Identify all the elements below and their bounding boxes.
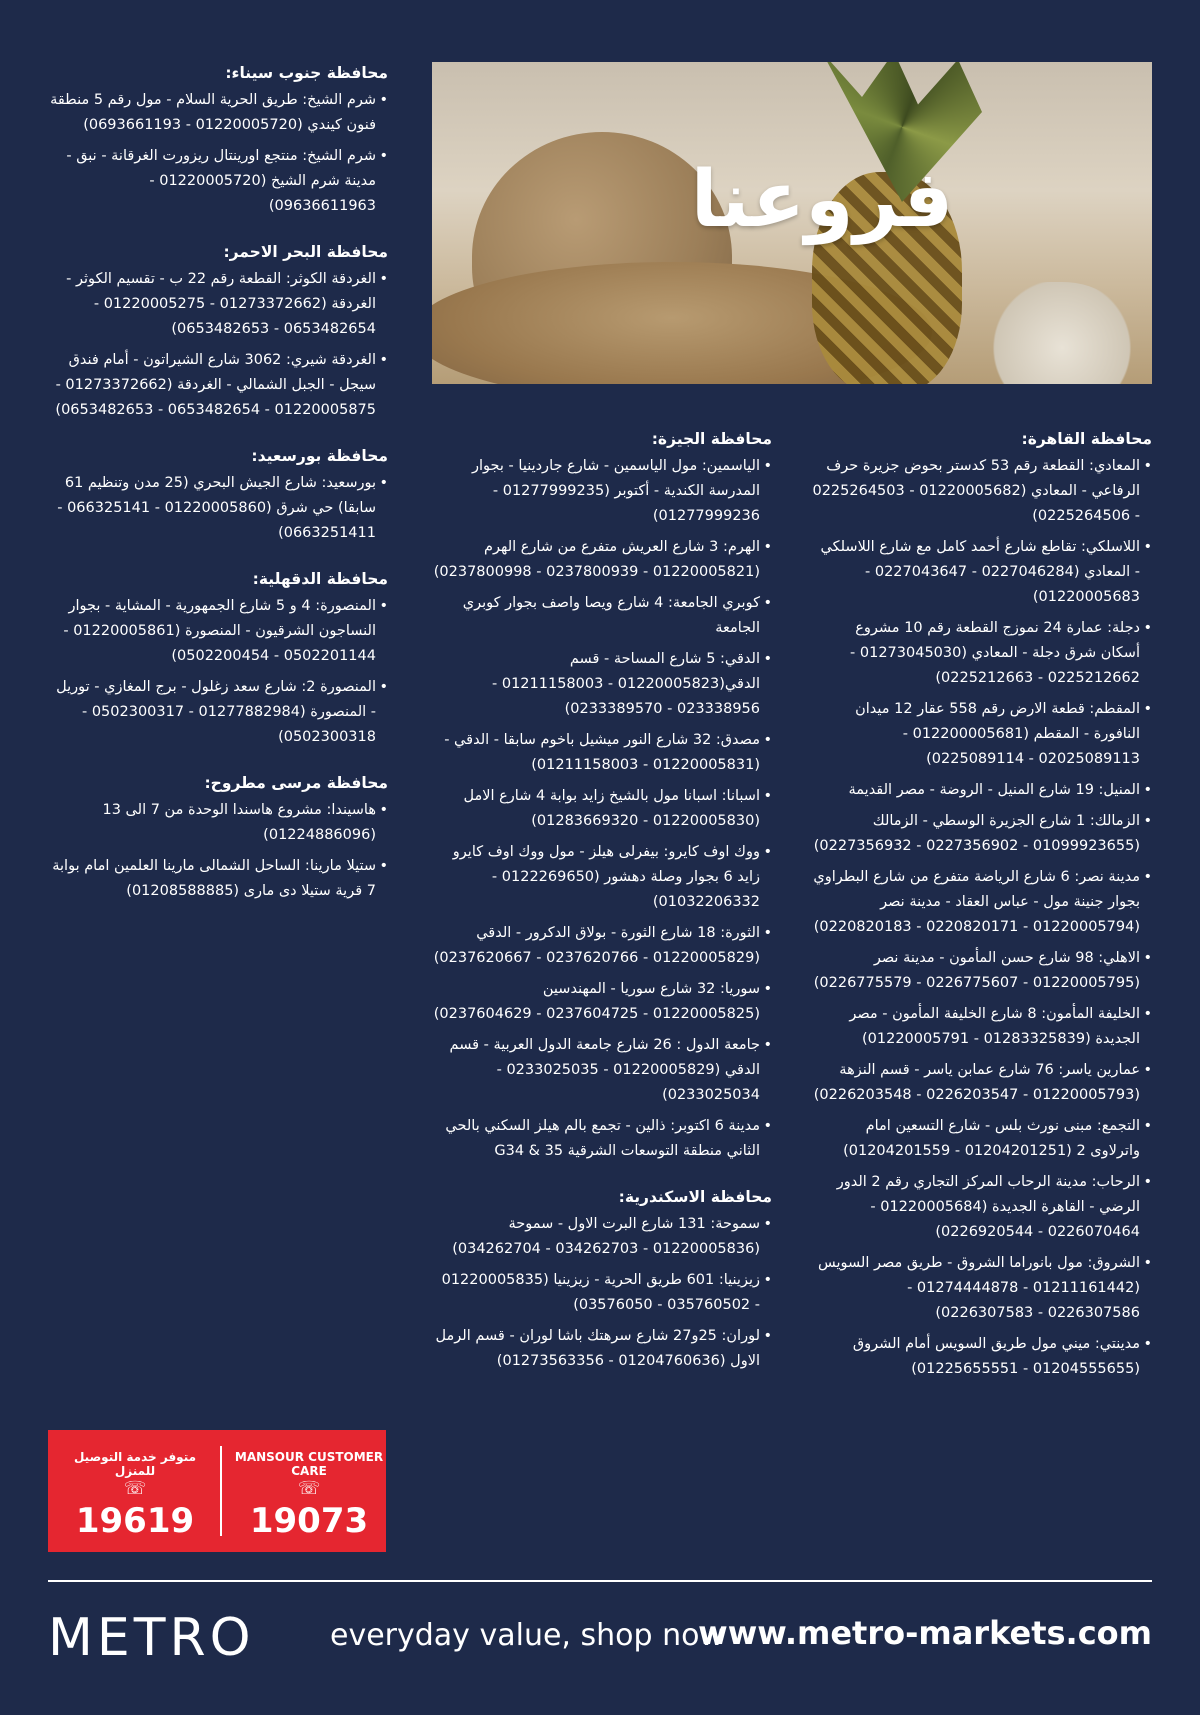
branch-item: • سوريا: 32 شارع سوريا - المهندسين (01220005825 - 0237604725 - 0237604629)	[432, 977, 772, 1027]
governorate-title: محافظة الاسكندرية:	[618, 1188, 772, 1206]
column-right	[812, 428, 1152, 1404]
branch-item: • التجمع: مبنى نورث بلس - شارع التسعين امام واترلاوى 2 (01204201251 - 01204201559)	[812, 1114, 1152, 1164]
governorate-section	[432, 1186, 772, 1374]
branch-item: • المعادي: القطعة رقم 53 كدستر بحوض جزيرة حرف الرفاعي - المعادي (01220005682 - 0225264503 - 0225264506)	[812, 454, 1152, 529]
phone-icon: ☏	[123, 1478, 147, 1499]
customer-care	[234, 1450, 384, 1543]
branch-item: • الهرم: 3 شارع العريش متفرع من شارع الهرم (01220005821 - 0237800939 - 0237800998)	[432, 535, 772, 585]
footer-website-link[interactable]: www.metro-markets.com	[698, 1614, 1152, 1652]
branch-item: • عمارين ياسر: 76 شارع عمابن ياسر - قسم النزهة (01220005793 - 0226203547 - 0226203548)	[812, 1058, 1152, 1108]
governorate-section	[48, 568, 388, 750]
delivery-number: 19619	[75, 1501, 195, 1541]
branch-item: • الزمالك: 1 شارع الجزيرة الوسطي - الزمالك (01099923655 - 0227356902 - 0227356932)	[812, 809, 1152, 859]
branch-item: • دجلة: عمارة 24 نموزج القطعة رقم 10 مشروع أسكان شرق دجلة - المعادي (01273045030 - 0225212662 - 0225212663)	[812, 616, 1152, 691]
branch-item: • ستيلا مارينا: الساحل الشمالى مارينا العلمين امام بوابة 7 قرية ستيلا دى مارى (01208588885)	[48, 854, 388, 904]
governorate-section	[48, 772, 388, 904]
branch-item: • بورسعيد: شارع الجيش البحري (25 مدن وتنظيم 61 سابقا) حي شرق (01220005860 - 066325141 - 0663251411)	[48, 471, 388, 546]
branch-item: • شرم الشيخ: منتجع اورينتال ريزورت الغرقانة - نبق - مدينة شرم الشيخ (01220005720 - 09636611963)	[48, 144, 388, 219]
governorate-title: محافظة القاهرة:	[1021, 430, 1152, 448]
governorate-section	[48, 445, 388, 546]
branch-item: • الدقي: 5 شارع المساحة - قسم الدقي(01220005823 - 01211158003 - 023338956 - 0233389570)	[432, 647, 772, 722]
delivery-service	[60, 1450, 210, 1543]
governorate-section	[48, 62, 388, 219]
branch-item: • كوبري الجامعة: 4 شارع ويصا واصف بجوار كوبري الجامعة	[432, 591, 772, 641]
branch-item: • مدينة نصر: 6 شارع الرياضة متفرع من شارع البطراوي بجوار جنينة مول - عباس العقاد - مدينة نصر (01220005794 - 0220820171 - 0220820183)	[812, 865, 1152, 940]
branch-item: • مدينة 6 اكتوبر: ذالين - تجمع بالم هيلز السكني بالحي الثاني منطقة التوسعات الشرقية G34 & 35	[432, 1114, 772, 1164]
delivery-label: متوفر خدمة التوصيل للمنزل	[73, 1450, 197, 1478]
branch-item: • المنصورة 2: شارع سعد زغلول - برج المغازي - توريل - المنصورة (01277882984 - 0502300317 - 0502300318)	[48, 675, 388, 750]
coral-shape	[992, 282, 1132, 384]
governorate-section	[48, 241, 388, 423]
branch-item: • المنصورة: 4 و 5 شارع الجمهورية - المشاية - بجوار النساجون الشرقيون - المنصورة (01220005861 - 0502201144 - 0502200454)	[48, 594, 388, 669]
branch-item: • الشروق: مول بانوراما الشروق - طريق مصر السويس (01211161442 - 01274444878 - 0226307586 - 0226307583)	[812, 1251, 1152, 1326]
hero-image	[432, 62, 1152, 384]
branch-item: • هاسيندا: مشروع هاسندا الوحدة من 7 الى 13 (01224886096)	[48, 798, 388, 848]
governorate-section	[812, 428, 1152, 1382]
column-left	[48, 62, 388, 926]
branch-item: • زيزينيا: 601 طريق الحرية - زيزينيا (01220005835 - 035760502 - 03576050)	[432, 1268, 772, 1318]
branch-item: • مدينتي: ميني مول طريق السويس أمام الشروق (01204555655 - 01225655551)	[812, 1332, 1152, 1382]
footer-divider	[48, 1580, 1152, 1582]
metro-logo: METRO	[48, 1608, 255, 1668]
branch-item: • المقطم: قطعة الارض رقم 558 عقار 12 ميدان النافورة - المقطم (012200005681 - 02025089113 - 0225089114)	[812, 697, 1152, 772]
branch-item: • شرم الشيخ: طريق الحرية السلام - مول رقم 5 منطقة فنون كيندي (01220005720 - 0693661193)	[48, 88, 388, 138]
branch-item: • الخليفة المأمون: 8 شارع الخليفة المأمون - مصر الجديدة (01283325839 - 01220005791)	[812, 1002, 1152, 1052]
branch-item: • الغردقة الكوثر: القطعة رقم 22 ب - تقسيم الكوثر - الغردقة (01273372662 - 01220005275 - 0653482654 - 0653482653)	[48, 267, 388, 342]
branch-item: • المنيل: 19 شارع المنيل - الروضة - مصر القديمة	[812, 778, 1152, 803]
governorate-title: محافظة الجيزة:	[651, 430, 772, 448]
branch-item: • سموحة: 131 شارع البرت الاول - سموحة (01220005836 - 034262703 - 034262704)	[432, 1212, 772, 1262]
governorate-title: محافظة جنوب سيناء:	[225, 64, 388, 82]
branch-item: • مصدق: 32 شارع النور ميشيل باخوم سابقا - الدقي - (01220005831 - 01211158003)	[432, 728, 772, 778]
branch-item: • ووك اوف كايرو: بيفرلى هيلز - مول ووك اوف كايرو زايد 6 بجوار وصلة دهشور (0122269650 - 01032206332)	[432, 840, 772, 915]
column-middle	[432, 428, 772, 1396]
footer-tagline: everyday value, shop now	[330, 1618, 724, 1653]
service-banner	[48, 1430, 386, 1552]
branch-item: • لوران: 25و27 شارع سرهتك باشا لوران - قسم الرمل الاول (01204760636 - 01273563356)	[432, 1324, 772, 1374]
governorate-title: محافظة مرسى مطروح:	[204, 774, 388, 792]
headset-icon: ☏	[297, 1478, 321, 1499]
branch-item: • اسبانا: اسبانا مول بالشيخ زايد بوابة 4 شارع الامل (01220005830 - 01283669320)	[432, 784, 772, 834]
governorate-title: محافظة البحر الاحمر:	[223, 243, 388, 261]
branch-item: • اللاسلكي: تقاطع شارع أحمد كامل مع شارع اللاسلكي - المعادي (0227046284 - 0227043647 - 01220005683)	[812, 535, 1152, 610]
branch-item: • الغردقة شيري: 3062 شارع الشيراتون - أمام فندق سيجل - الجبل الشمالي - الغردقة (01273372662 - 01220005875 - 0653482654 - 0653482653)	[48, 348, 388, 423]
governorate-section	[432, 428, 772, 1164]
branch-item: • الاهلي: 98 شارع حسن المأمون - مدينة نصر (01220005795 - 0226775607 - 0226775579)	[812, 946, 1152, 996]
branch-item: • الرحاب: مدينة الرحاب المركز التجاري رقم 2 الدور الرضي - القاهرة الجديدة (01220005684 - 0226070464 - 0226920544)	[812, 1170, 1152, 1245]
care-label: MANSOUR CUSTOMER CARE	[234, 1450, 384, 1478]
service-divider	[220, 1446, 222, 1536]
governorate-title: محافظة بورسعيد:	[251, 447, 388, 465]
branch-item: • الثورة: 18 شارع الثورة - بولاق الدكرور - الدقي (01220005829 - 0237620766 - 0237620667)	[432, 921, 772, 971]
care-number: 19073	[249, 1501, 369, 1541]
hero-title: فروعنا	[690, 155, 954, 245]
branch-item: • الياسمين: مول الياسمين - شارع جاردينيا - بجوار المدرسة الكندية - أكتوبر (01277999235 - 01277999236)	[432, 454, 772, 529]
governorate-title: محافظة الدقهلية:	[252, 570, 388, 588]
branch-item: • جامعة الدول : 26 شارع جامعة الدول العربية - قسم الدقي (01220005829 - 0233025035 - 0233025034)	[432, 1033, 772, 1108]
